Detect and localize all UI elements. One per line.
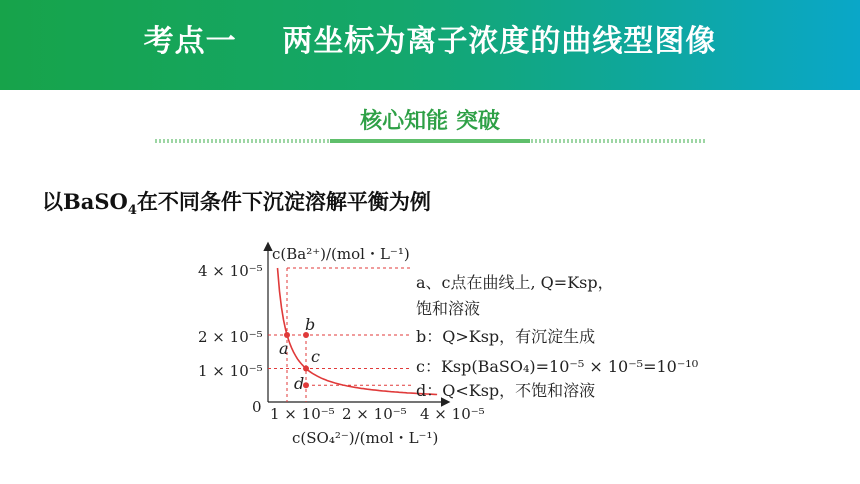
x-tick-label: 1 × 10⁻⁵ (270, 405, 335, 423)
intro-subscript: 4 (127, 203, 137, 219)
point-label-b: b (305, 315, 316, 334)
annotation: c：Ksp(BaSO₄)=10⁻⁵ × 10⁻⁵=10⁻¹⁰ (416, 357, 699, 376)
point-a (284, 332, 290, 338)
point-label-c: c (311, 347, 320, 366)
intro-prefix: 以BaSO (42, 189, 128, 214)
y-tick-label: 4 × 10⁻⁵ (198, 262, 263, 280)
annotation: a、c点在曲线上, Q=Ksp， (416, 273, 614, 292)
annotation: d：Q<Ksp，不饱和溶液 (416, 381, 596, 400)
annotation: 饱和溶液 (416, 299, 481, 318)
y-tick-label: 2 × 10⁻⁵ (198, 328, 263, 346)
point-label-a: a (279, 339, 289, 358)
point-c (303, 366, 309, 372)
origin-label: 0 (252, 398, 262, 416)
y-tick-label: 1 × 10⁻⁵ (198, 362, 263, 380)
point-label-d: d (294, 374, 305, 393)
x-tick-label: 4 × 10⁻⁵ (420, 405, 485, 423)
annotation: b：Q>Ksp，有沉淀生成 (416, 327, 596, 346)
x-tick-label: 2 × 10⁻⁵ (342, 405, 407, 423)
intro-suffix: 在不同条件下沉淀溶解平衡为例 (136, 189, 431, 214)
section-label: 核心知能 突破 (360, 109, 500, 134)
page-title: 考点一 两坐标为离子浓度的曲线型图像 (143, 24, 717, 59)
y-axis-title: c(Ba²⁺)/(mol・L⁻¹) (272, 245, 410, 263)
x-axis-title: c(SO₄²⁻)/(mol・L⁻¹) (292, 429, 439, 447)
